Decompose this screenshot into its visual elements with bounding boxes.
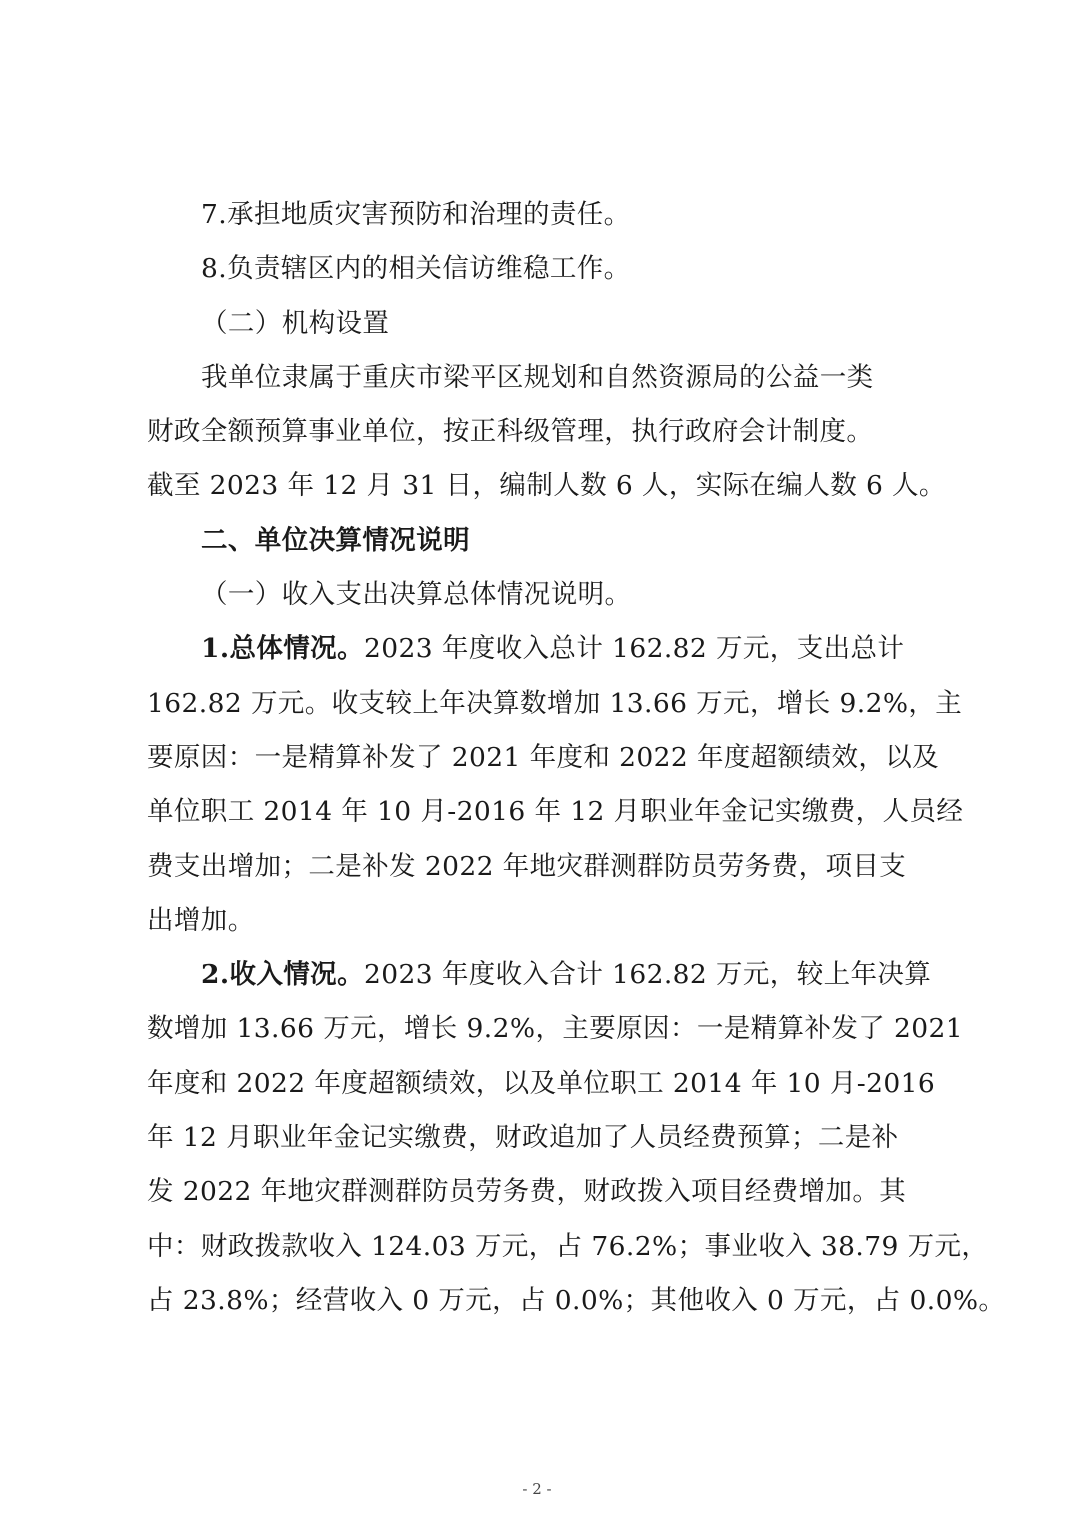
line-text: 2023 年度收入合计 162.82 万元，较上年决算 — [363, 959, 932, 991]
line-text: 出增加。 — [147, 904, 255, 936]
line-text: 中：财政拨款收入 124.03 万元，占 76.2%；事业收入 38.79 万元， — [147, 1230, 989, 1262]
paragraph-line — [147, 1165, 947, 1219]
line-text: 数增加 13.66 万元，增长 9.2%，主要原因：一是精算补发了 2021 — [147, 1013, 964, 1045]
paragraph-line-income — [147, 948, 947, 1002]
paragraph-line — [147, 1002, 964, 1056]
line-text: 财政全额预算事业单位，按正科级管理，执行政府会计制度。 — [147, 416, 874, 448]
line-text: 发 2022 年地灾群测群防员劳务费，财政拨入项目经费增加。其 — [147, 1176, 907, 1208]
paragraph-line — [147, 1220, 989, 1274]
subsection-heading-overview — [147, 568, 947, 622]
paragraph-line — [147, 894, 947, 948]
line-text: 年度和 2022 年度超额绩效，以及单位职工 2014 年 10 月-2016 — [147, 1067, 936, 1099]
paragraph-line — [147, 351, 947, 405]
line-text: 我单位隶属于重庆市梁平区规划和自然资源局的公益一类 — [201, 361, 874, 393]
paragraph-line — [147, 785, 964, 839]
paragraph-line — [147, 677, 963, 731]
line-text: 单位职工 2014 年 10 月-2016 年 12 月职业年金记实缴费，人员经 — [147, 796, 964, 828]
line-text: 8.负责辖区内的相关信访维稳工作。 — [201, 253, 631, 285]
duty-item-7 — [147, 188, 947, 242]
paragraph-line — [147, 1057, 947, 1111]
section-heading-organization — [147, 297, 947, 351]
line-text: 费支出增加；二是补发 2022 年地灾群测群防员劳务费，项目支 — [147, 850, 907, 882]
paragraph-lead: 2.收入情况。 — [201, 959, 364, 991]
line-text: 截至 2023 年 12 月 31 日，编制人数 6 人，实际在编人数 6 人。 — [147, 470, 946, 502]
line-text: 要原因：一是精算补发了 2021 年度和 2022 年度超额绩效，以及 — [147, 741, 940, 773]
body-text — [147, 188, 1006, 1328]
paragraph-lead: 1.总体情况。 — [201, 633, 364, 665]
line-text: 2023 年度收入总计 162.82 万元，支出总计 — [363, 633, 905, 665]
line-text: （二）机构设置 — [201, 307, 390, 339]
line-text: （一）收入支出决算总体情况说明。 — [201, 579, 632, 611]
paragraph-line-overall — [147, 622, 947, 676]
paragraph-line — [147, 1274, 1006, 1328]
paragraph-line — [147, 459, 947, 513]
heading-text: 二、单位决算情况说明 — [201, 524, 470, 556]
paragraph-line — [147, 405, 947, 459]
paragraph-line — [147, 840, 947, 894]
page-number: - 2 - — [522, 1480, 552, 1498]
section-heading-final-accounts — [147, 514, 947, 568]
paragraph-line — [147, 1111, 947, 1165]
line-text: 162.82 万元。收支较上年决算数增加 13.66 万元，增长 9.2%，主 — [147, 687, 963, 719]
duty-item-8 — [147, 242, 947, 296]
line-text: 年 12 月职业年金记实缴费，财政追加了人员经费预算；二是补 — [147, 1122, 899, 1154]
line-text: 占 23.8%；经营收入 0 万元，占 0.0%；其他收入 0 万元，占 0.0%。 — [147, 1284, 1006, 1316]
line-text: 7.承担地质灾害预防和治理的责任。 — [201, 199, 631, 230]
paragraph-line — [147, 731, 947, 785]
